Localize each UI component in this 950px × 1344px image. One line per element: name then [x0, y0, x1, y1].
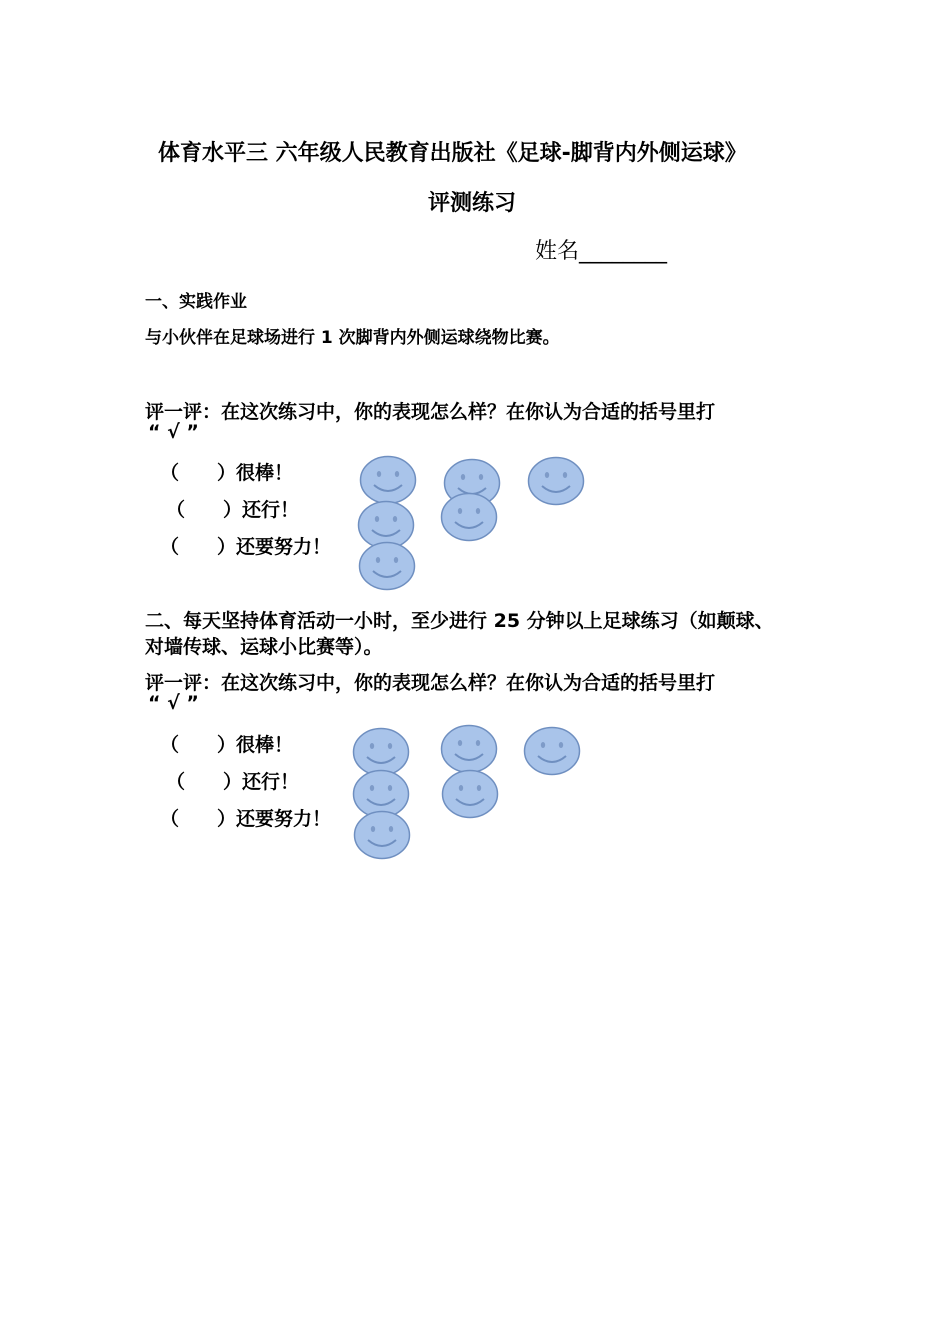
section2-check-mark: “ √ ” [148, 692, 199, 714]
section1-option-ok[interactable]: （ ）还行！ [166, 499, 300, 521]
section1-option-try-harder[interactable]: （ ）还要努力！ [160, 536, 332, 558]
title-line-1: 体育水平三 六年级人民教育出版社《足球-脚背内外侧运球》 [158, 141, 747, 166]
section1-eval-prompt: 评一评：在这次练习中，你的表现怎么样？在你认为合适的括号里打 [145, 401, 716, 423]
smiley-face-icon [440, 724, 498, 774]
section1-option-great[interactable]: （ ）很棒！ [160, 462, 294, 484]
section1-heading: 一、实践作业 [145, 292, 247, 312]
section1-check-mark: “ √ ” [148, 421, 199, 443]
title-line-2: 评测练习 [428, 191, 517, 216]
section2-option-try-harder[interactable]: （ ）还要努力！ [160, 808, 332, 830]
section1-task: 与小伙伴在足球场进行 1 次脚背内外侧运球绕物比赛。 [145, 328, 560, 348]
smiley-face-icon [358, 541, 416, 591]
smiley-face-icon [527, 456, 585, 506]
section2-task-line-2: 对墙传球、运球小比赛等）。 [145, 636, 383, 658]
section2-eval-prompt: 评一评：在这次练习中，你的表现怎么样？在你认为合适的括号里打 [145, 672, 716, 694]
section2-option-ok[interactable]: （ ）还行！ [166, 771, 300, 793]
smiley-face-icon [441, 769, 499, 819]
section2-task-line-1: 二、每天坚持体育活动一小时，至少进行 25 分钟以上足球练习（如颠球、 [145, 610, 774, 632]
smiley-face-icon [523, 726, 581, 776]
smiley-face-icon [353, 810, 411, 860]
smiley-face-icon [359, 455, 417, 505]
section2-option-great[interactable]: （ ）很棒！ [160, 734, 294, 756]
name-field-label: 姓名________ [535, 239, 668, 264]
smiley-face-icon [440, 492, 498, 542]
